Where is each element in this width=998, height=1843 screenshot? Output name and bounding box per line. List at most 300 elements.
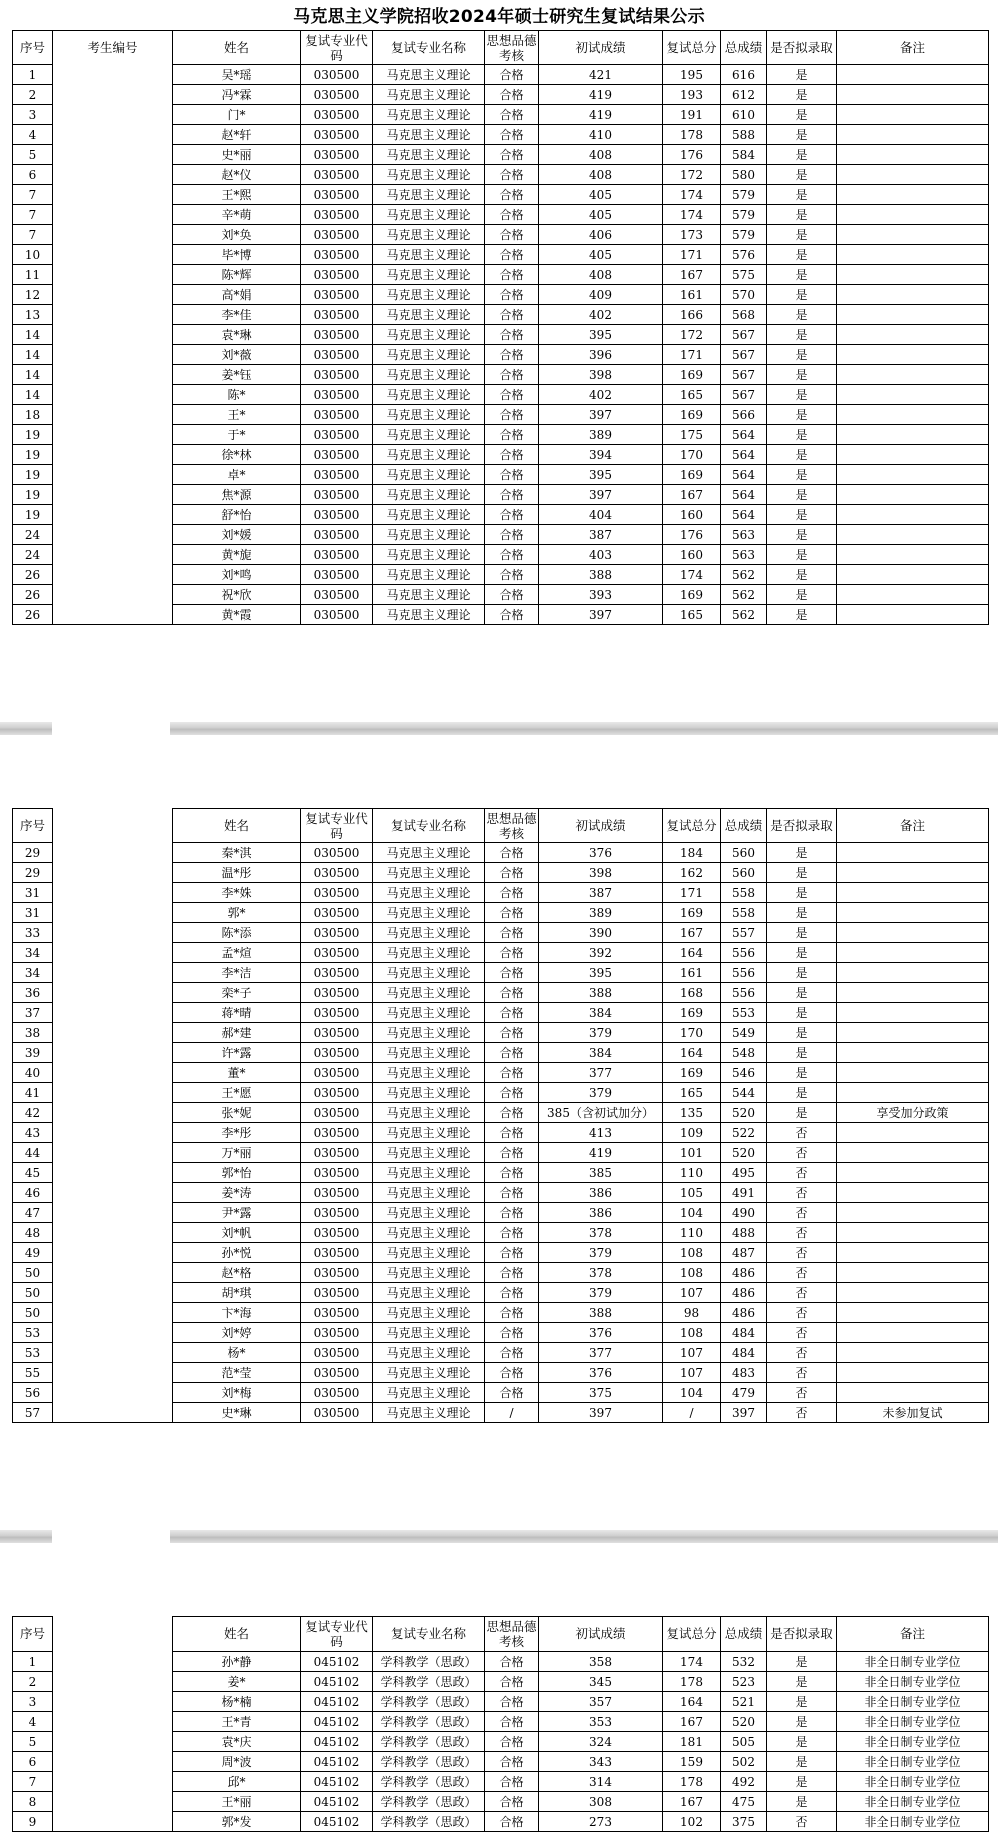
cell-moral-check: 合格 (485, 305, 539, 325)
cell-remark: 非全日制专业学位 (837, 1652, 989, 1672)
cell-moral-check: 合格 (485, 1103, 539, 1123)
cell-candidate-no (53, 843, 173, 863)
cell-seq: 1 (13, 1652, 53, 1672)
cell-initial-score: 385（含初试加分） (539, 1103, 663, 1123)
cell-candidate-no (53, 963, 173, 983)
header-name: 姓名 (173, 809, 301, 843)
cell-initial-score: 421 (539, 65, 663, 85)
cell-major-code: 030500 (301, 1323, 373, 1343)
cell-retest-score: 174 (663, 205, 721, 225)
cell-moral-check: 合格 (485, 245, 539, 265)
cell-total-score: 505 (721, 1732, 767, 1752)
cell-major-name: 马克思主义理论 (373, 345, 485, 365)
cell-seq: 37 (13, 1003, 53, 1023)
cell-retest-score: 178 (663, 1672, 721, 1692)
cell-major-code: 030500 (301, 1003, 373, 1023)
cell-major-code: 030500 (301, 465, 373, 485)
cell-admit: 是 (767, 1672, 837, 1692)
table-row (13, 425, 989, 445)
cell-major-name: 马克思主义理论 (373, 385, 485, 405)
cell-admit: 是 (767, 1752, 837, 1772)
cell-name: 郭*发 (173, 1812, 301, 1832)
cell-remark (837, 1203, 989, 1223)
cell-retest-score: 171 (663, 345, 721, 365)
cell-initial-score: 273 (539, 1812, 663, 1832)
cell-seq: 33 (13, 923, 53, 943)
cell-initial-score: 389 (539, 903, 663, 923)
table-row (13, 943, 989, 963)
cell-moral-check: 合格 (485, 345, 539, 365)
cell-major-name: 马克思主义理论 (373, 445, 485, 465)
cell-candidate-no (53, 1023, 173, 1043)
table-row (13, 1263, 989, 1283)
cell-initial-score: 419 (539, 85, 663, 105)
cell-name: 王*熙 (173, 185, 301, 205)
cell-initial-score: 419 (539, 1143, 663, 1163)
cell-remark (837, 385, 989, 405)
cell-retest-score: 164 (663, 1692, 721, 1712)
cell-admit: 是 (767, 585, 837, 605)
cell-retest-score: 165 (663, 385, 721, 405)
header-major-name: 复试专业名称 (373, 31, 485, 65)
cell-remark (837, 1043, 989, 1063)
table-row (13, 1063, 989, 1083)
cell-total-score: 484 (721, 1343, 767, 1363)
cell-admit: 是 (767, 285, 837, 305)
cell-seq: 7 (13, 185, 53, 205)
cell-seq: 26 (13, 605, 53, 625)
cell-total-score: 549 (721, 1023, 767, 1043)
cell-major-code: 030500 (301, 585, 373, 605)
cell-name: 王*青 (173, 1712, 301, 1732)
cell-initial-score: 375 (539, 1383, 663, 1403)
cell-initial-score: 389 (539, 425, 663, 445)
cell-candidate-no (53, 1043, 173, 1063)
cell-candidate-no (53, 445, 173, 465)
cell-moral-check: 合格 (485, 863, 539, 883)
table-row (13, 1792, 989, 1812)
cell-name: 刘*婷 (173, 1323, 301, 1343)
cell-total-score: 560 (721, 843, 767, 863)
cell-retest-score: 110 (663, 1223, 721, 1243)
cell-seq: 13 (13, 305, 53, 325)
cell-moral-check: 合格 (485, 1083, 539, 1103)
header-name: 姓名 (173, 31, 301, 65)
cell-major-code: 030500 (301, 145, 373, 165)
cell-major-name: 马克思主义理论 (373, 883, 485, 903)
cell-remark: 非全日制专业学位 (837, 1752, 989, 1772)
table-row (13, 465, 989, 485)
cell-admit: 是 (767, 843, 837, 863)
cell-admit: 是 (767, 465, 837, 485)
cell-retest-score: 109 (663, 1123, 721, 1143)
cell-remark (837, 863, 989, 883)
cell-moral-check: 合格 (485, 1263, 539, 1283)
cell-name: 史*丽 (173, 145, 301, 165)
cell-candidate-no (53, 425, 173, 445)
cell-moral-check: 合格 (485, 205, 539, 225)
cell-seq: 24 (13, 525, 53, 545)
page-separator (170, 1530, 998, 1543)
header-total-score: 总成绩 (721, 31, 767, 65)
cell-name: 杨*楠 (173, 1692, 301, 1712)
cell-admit: 否 (767, 1812, 837, 1832)
cell-moral-check: 合格 (485, 1383, 539, 1403)
cell-total-score: 558 (721, 883, 767, 903)
cell-admit: 否 (767, 1203, 837, 1223)
cell-major-code: 030500 (301, 225, 373, 245)
cell-seq: 40 (13, 1063, 53, 1083)
cell-moral-check: 合格 (485, 903, 539, 923)
cell-moral-check: 合格 (485, 1732, 539, 1752)
cell-major-code: 030500 (301, 1103, 373, 1123)
cell-remark (837, 1343, 989, 1363)
cell-total-score: 484 (721, 1323, 767, 1343)
cell-admit: 否 (767, 1243, 837, 1263)
table-row (13, 1383, 989, 1403)
cell-initial-score: 314 (539, 1772, 663, 1792)
cell-name: 温*彤 (173, 863, 301, 883)
cell-total-score: 495 (721, 1163, 767, 1183)
cell-total-score: 556 (721, 943, 767, 963)
cell-remark (837, 1363, 989, 1383)
cell-initial-score: 393 (539, 585, 663, 605)
cell-seq: 18 (13, 405, 53, 425)
cell-remark (837, 125, 989, 145)
cell-admit: 是 (767, 385, 837, 405)
cell-remark: 非全日制专业学位 (837, 1792, 989, 1812)
cell-seq: 49 (13, 1243, 53, 1263)
cell-retest-score: 174 (663, 185, 721, 205)
cell-moral-check: 合格 (485, 1143, 539, 1163)
cell-major-code: 030500 (301, 1343, 373, 1363)
cell-major-code: 045102 (301, 1712, 373, 1732)
cell-remark: 非全日制专业学位 (837, 1672, 989, 1692)
cell-initial-score: 379 (539, 1283, 663, 1303)
header-seq: 序号 (13, 809, 53, 843)
cell-remark (837, 1143, 989, 1163)
cell-moral-check: 合格 (485, 265, 539, 285)
cell-major-code: 030500 (301, 565, 373, 585)
cell-retest-score: 160 (663, 545, 721, 565)
cell-retest-score: 110 (663, 1163, 721, 1183)
cell-retest-score: 159 (663, 1752, 721, 1772)
cell-major-code: 030500 (301, 305, 373, 325)
cell-moral-check: 合格 (485, 165, 539, 185)
cell-initial-score: 408 (539, 265, 663, 285)
cell-major-name: 马克思主义理论 (373, 465, 485, 485)
cell-retest-score: 167 (663, 923, 721, 943)
header-seq: 序号 (13, 1617, 53, 1652)
cell-name: 郭*怡 (173, 1163, 301, 1183)
cell-initial-score: 390 (539, 923, 663, 943)
table-row (13, 325, 989, 345)
cell-admit: 是 (767, 365, 837, 385)
cell-major-code: 030500 (301, 923, 373, 943)
header-retest-score: 复试总分 (663, 1617, 721, 1652)
header-name: 姓名 (173, 1617, 301, 1652)
cell-remark (837, 425, 989, 445)
table-row (13, 1143, 989, 1163)
cell-total-score: 564 (721, 485, 767, 505)
cell-major-name: 马克思主义理论 (373, 1063, 485, 1083)
cell-major-code: 045102 (301, 1772, 373, 1792)
cell-retest-score: 161 (663, 285, 721, 305)
cell-major-code: 045102 (301, 1732, 373, 1752)
cell-admit: 是 (767, 1732, 837, 1752)
cell-initial-score: 379 (539, 1243, 663, 1263)
cell-moral-check: 合格 (485, 145, 539, 165)
cell-seq: 19 (13, 425, 53, 445)
cell-major-name: 马克思主义理论 (373, 105, 485, 125)
cell-admit: 是 (767, 863, 837, 883)
cell-admit: 是 (767, 903, 837, 923)
cell-admit: 是 (767, 545, 837, 565)
table-row (13, 305, 989, 325)
cell-moral-check: 合格 (485, 465, 539, 485)
cell-total-score: 520 (721, 1712, 767, 1732)
cell-name: 辛*萌 (173, 205, 301, 225)
cell-seq: 48 (13, 1223, 53, 1243)
header-major-code: 复试专业代码 (301, 31, 373, 65)
cell-major-name: 马克思主义理论 (373, 1143, 485, 1163)
cell-name: 陈*辉 (173, 265, 301, 285)
cell-admit: 是 (767, 485, 837, 505)
cell-name: 吴*瑶 (173, 65, 301, 85)
cell-name: 赵*格 (173, 1263, 301, 1283)
cell-moral-check: 合格 (485, 1652, 539, 1672)
table-row (13, 1752, 989, 1772)
cell-retest-score: 167 (663, 1792, 721, 1812)
cell-major-name: 马克思主义理论 (373, 605, 485, 625)
cell-total-score: 397 (721, 1403, 767, 1423)
cell-total-score: 616 (721, 65, 767, 85)
cell-name: 卓* (173, 465, 301, 485)
cell-name: 秦*淇 (173, 843, 301, 863)
cell-seq: 42 (13, 1103, 53, 1123)
cell-total-score: 576 (721, 245, 767, 265)
cell-name: 王*丽 (173, 1792, 301, 1812)
cell-candidate-no (53, 1323, 173, 1343)
cell-candidate-no (53, 125, 173, 145)
cell-seq: 53 (13, 1343, 53, 1363)
cell-admit: 是 (767, 525, 837, 545)
cell-admit: 是 (767, 305, 837, 325)
cell-admit: 是 (767, 105, 837, 125)
cell-retest-score: 184 (663, 843, 721, 863)
table-row (13, 505, 989, 525)
cell-retest-score: 173 (663, 225, 721, 245)
cell-major-code: 030500 (301, 863, 373, 883)
cell-total-score: 486 (721, 1263, 767, 1283)
cell-major-name: 马克思主义理论 (373, 1263, 485, 1283)
cell-moral-check: 合格 (485, 1772, 539, 1792)
cell-candidate-no (53, 265, 173, 285)
cell-admit: 是 (767, 1023, 837, 1043)
cell-initial-score: 419 (539, 105, 663, 125)
cell-moral-check: 合格 (485, 185, 539, 205)
cell-name: 卞*海 (173, 1303, 301, 1323)
cell-total-score: 567 (721, 325, 767, 345)
table-row (13, 65, 989, 85)
cell-initial-score: 402 (539, 305, 663, 325)
cell-name: 刘*鸣 (173, 565, 301, 585)
cell-candidate-no (53, 903, 173, 923)
cell-moral-check: 合格 (485, 1672, 539, 1692)
cell-candidate-no (53, 65, 173, 85)
cell-total-score: 488 (721, 1223, 767, 1243)
cell-remark (837, 205, 989, 225)
cell-total-score: 612 (721, 85, 767, 105)
cell-candidate-no (53, 225, 173, 245)
cell-name: 杨* (173, 1343, 301, 1363)
cell-candidate-no (53, 1792, 173, 1812)
cell-moral-check: 合格 (485, 1163, 539, 1183)
cell-candidate-no (53, 505, 173, 525)
table-row (13, 165, 989, 185)
cell-admit: 是 (767, 943, 837, 963)
cell-initial-score: 395 (539, 465, 663, 485)
cell-total-score: 521 (721, 1692, 767, 1712)
cell-remark (837, 883, 989, 903)
cell-moral-check: 合格 (485, 843, 539, 863)
cell-major-code: 045102 (301, 1812, 373, 1832)
cell-retest-score: 191 (663, 105, 721, 125)
cell-major-code: 030500 (301, 65, 373, 85)
cell-total-score: 560 (721, 863, 767, 883)
cell-candidate-no (53, 585, 173, 605)
cell-remark (837, 903, 989, 923)
cell-remark: 非全日制专业学位 (837, 1772, 989, 1792)
cell-candidate-no (53, 1363, 173, 1383)
cell-major-name: 学科教学（思政） (373, 1712, 485, 1732)
cell-major-name: 学科教学（思政） (373, 1812, 485, 1832)
cell-initial-score: 385 (539, 1163, 663, 1183)
cell-candidate-no (53, 1343, 173, 1363)
cell-name: 史*琳 (173, 1403, 301, 1423)
cell-major-code: 030500 (301, 983, 373, 1003)
cell-moral-check: 合格 (485, 1243, 539, 1263)
cell-major-code: 030500 (301, 1383, 373, 1403)
cell-remark (837, 565, 989, 585)
cell-initial-score: 388 (539, 565, 663, 585)
cell-major-name: 马克思主义理论 (373, 485, 485, 505)
cell-admit: 否 (767, 1123, 837, 1143)
cell-total-score: 544 (721, 1083, 767, 1103)
cell-initial-score: 384 (539, 1043, 663, 1063)
cell-major-name: 马克思主义理论 (373, 225, 485, 245)
cell-admit: 否 (767, 1403, 837, 1423)
cell-seq: 19 (13, 505, 53, 525)
cell-major-name: 马克思主义理论 (373, 1183, 485, 1203)
cell-major-code: 030500 (301, 85, 373, 105)
cell-remark (837, 1323, 989, 1343)
cell-remark (837, 105, 989, 125)
cell-candidate-no (53, 1183, 173, 1203)
cell-moral-check: 合格 (485, 963, 539, 983)
cell-major-name: 马克思主义理论 (373, 1303, 485, 1323)
cell-initial-score: 396 (539, 345, 663, 365)
cell-seq: 2 (13, 1672, 53, 1692)
cell-admit: 是 (767, 65, 837, 85)
cell-candidate-no (53, 525, 173, 545)
table-row (13, 365, 989, 385)
header-major-name: 复试专业名称 (373, 809, 485, 843)
cell-candidate-no (53, 883, 173, 903)
cell-moral-check: 合格 (485, 983, 539, 1003)
table-row (13, 1043, 989, 1063)
cell-initial-score: 388 (539, 983, 663, 1003)
cell-name: 范*莹 (173, 1363, 301, 1383)
cell-candidate-no (53, 1223, 173, 1243)
cell-major-name: 马克思主义理论 (373, 923, 485, 943)
cell-major-code: 030500 (301, 963, 373, 983)
cell-admit: 是 (767, 1772, 837, 1792)
cell-admit: 否 (767, 1383, 837, 1403)
cell-seq: 12 (13, 285, 53, 305)
cell-major-name: 马克思主义理论 (373, 1383, 485, 1403)
cell-total-score: 579 (721, 225, 767, 245)
cell-total-score: 584 (721, 145, 767, 165)
cell-major-name: 马克思主义理论 (373, 205, 485, 225)
cell-total-score: 532 (721, 1652, 767, 1672)
cell-admit: 是 (767, 265, 837, 285)
cell-initial-score: 397 (539, 605, 663, 625)
cell-remark (837, 1243, 989, 1263)
cell-admit: 否 (767, 1223, 837, 1243)
cell-name: 冯*霖 (173, 85, 301, 105)
table-row (13, 963, 989, 983)
cell-major-code: 030500 (301, 385, 373, 405)
cell-total-score: 575 (721, 265, 767, 285)
cell-major-code: 030500 (301, 1023, 373, 1043)
cell-retest-score: 108 (663, 1323, 721, 1343)
cell-initial-score: 404 (539, 505, 663, 525)
cell-seq: 11 (13, 265, 53, 285)
header-retest-score: 复试总分 (663, 809, 721, 843)
results-table-2 (12, 808, 989, 1423)
cell-major-name: 马克思主义理论 (373, 1363, 485, 1383)
cell-candidate-no (53, 983, 173, 1003)
cell-name: 董* (173, 1063, 301, 1083)
cell-candidate-no (53, 1143, 173, 1163)
cell-admit: 是 (767, 1692, 837, 1712)
header-retest-score: 复试总分 (663, 31, 721, 65)
cell-moral-check: 合格 (485, 285, 539, 305)
cell-seq: 31 (13, 903, 53, 923)
cell-moral-check: 合格 (485, 85, 539, 105)
cell-initial-score: 384 (539, 1003, 663, 1023)
cell-candidate-no (53, 85, 173, 105)
cell-moral-check: 合格 (485, 325, 539, 345)
cell-total-score: 486 (721, 1303, 767, 1323)
cell-remark (837, 405, 989, 425)
cell-total-score: 502 (721, 1752, 767, 1772)
cell-major-code: 030500 (301, 1403, 373, 1423)
table-row (13, 125, 989, 145)
cell-major-name: 马克思主义理论 (373, 165, 485, 185)
cell-major-name: 马克思主义理论 (373, 365, 485, 385)
cell-remark (837, 65, 989, 85)
cell-major-code: 030500 (301, 1243, 373, 1263)
table-row (13, 1403, 989, 1423)
header-initial-score: 初试成绩 (539, 1617, 663, 1652)
cell-major-code: 030500 (301, 1043, 373, 1063)
cell-seq: 7 (13, 205, 53, 225)
cell-total-score: 483 (721, 1363, 767, 1383)
cell-name: 姜* (173, 1672, 301, 1692)
cell-total-score: 580 (721, 165, 767, 185)
